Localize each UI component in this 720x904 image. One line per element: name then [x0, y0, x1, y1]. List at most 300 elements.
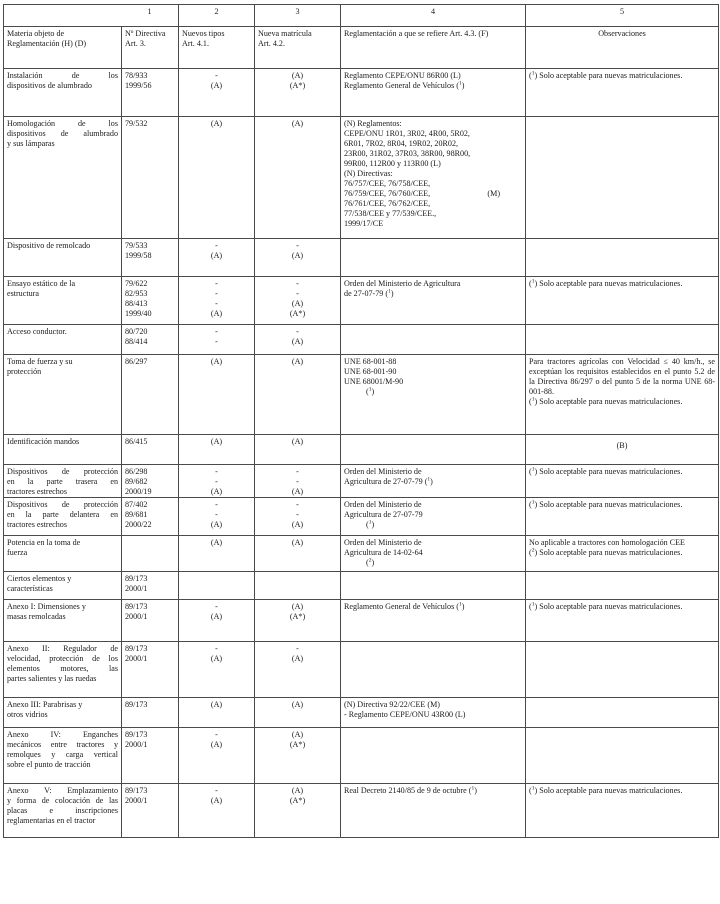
- footnote-ref: ($^1$): [454, 80, 465, 90]
- cell-line: 79/622: [125, 279, 148, 288]
- new-types-cell: [179, 498, 255, 536]
- cell-line: Anexo III: Parabrisas y: [7, 700, 83, 709]
- cell-line: 2000/1: [125, 654, 148, 663]
- cell-line: tractores estrechos: [7, 487, 67, 496]
- cell-line: 76/761/CEE, 76/762/CEE,: [344, 199, 431, 208]
- new-registration-cell: [255, 784, 341, 838]
- table-row: [4, 435, 719, 465]
- new-types-cell: [179, 325, 255, 355]
- regulation-line: [344, 179, 522, 189]
- footnote-number: 1: [368, 519, 372, 526]
- observations-cell: [526, 435, 719, 465]
- cell-line: 1999/17/CE: [344, 219, 384, 228]
- cell-line: -: [296, 241, 299, 250]
- cell-line: 89/173: [125, 700, 148, 709]
- observation-body: (B): [616, 441, 628, 450]
- observation-text: [529, 538, 715, 548]
- cell-line: (A): [291, 299, 304, 308]
- cell-line: (A): [210, 487, 223, 496]
- directive-cell: [122, 69, 179, 117]
- cell-line: (A): [291, 71, 304, 80]
- observation-body: Solo aceptable para nuevas matriculaciones.: [539, 548, 683, 557]
- cell-line: (A): [291, 730, 304, 739]
- cell-line: 1999/58: [125, 251, 152, 260]
- cell-line: Orden del Ministerio de: [344, 538, 422, 547]
- header-new-registration: Nueva matrícula Art. 4.2.: [255, 27, 341, 69]
- cell-line: -: [215, 644, 218, 653]
- observations-cell: [526, 784, 719, 838]
- cell-line: dispositivos de alumbrado: [7, 129, 118, 138]
- cell-line: -: [296, 510, 299, 519]
- cell-line: (A): [210, 740, 223, 749]
- cell-line: reglamentarias en el tractor: [7, 816, 96, 825]
- table-row: [4, 728, 719, 784]
- table-row: [4, 325, 719, 355]
- footnote-ref: ($^2$): [529, 547, 540, 557]
- footnote-ref: ($^1$): [466, 785, 477, 795]
- cell-line: 2000/1: [125, 796, 148, 805]
- cell-line: Anexo IV: Enganches: [7, 730, 118, 739]
- regulation-line: [344, 119, 522, 129]
- cell-line: 79/532: [125, 119, 148, 128]
- header-label-row: [4, 27, 719, 69]
- subject-cell: [4, 325, 122, 355]
- cell-line: (A*): [289, 612, 306, 621]
- new-types-cell: [179, 536, 255, 572]
- new-registration-cell: [255, 117, 341, 239]
- cell-line: 88/414: [125, 337, 148, 346]
- cell-line: (A): [210, 357, 223, 366]
- cell-line: 89/173: [125, 574, 148, 583]
- cell-line: 23R00, 31R02, 37R03, 38R00, 98R00,: [344, 149, 471, 158]
- cell-line: (N) Directivas:: [344, 169, 393, 178]
- footnote-ref: ($^1$): [529, 466, 540, 476]
- subject-cell: [4, 784, 122, 838]
- cell-line: 89/173: [125, 786, 148, 795]
- cell-line: 1999/56: [125, 81, 152, 90]
- footnote-ref: ($^1$): [529, 278, 540, 288]
- cell-line: 78/933: [125, 71, 148, 80]
- cell-line: (A): [291, 119, 304, 128]
- table-row: [4, 536, 719, 572]
- cell-line: 89/681: [125, 510, 148, 519]
- regulation-note: (M): [487, 189, 501, 198]
- cell-line: -: [296, 467, 299, 476]
- cell-line: Dispositivos de protección: [7, 467, 118, 476]
- col-number-3: 3: [255, 5, 341, 27]
- footnote-number: 1: [531, 396, 535, 403]
- cell-line: tractores estrechos: [7, 520, 67, 529]
- table-row: [4, 784, 719, 838]
- regulation-cell: [341, 69, 526, 117]
- directive-cell: [122, 784, 179, 838]
- regulation-line: [344, 710, 522, 720]
- cell-line: elementos motores, las: [7, 664, 118, 673]
- observations-cell: [526, 728, 719, 784]
- table-row: [4, 117, 719, 239]
- cell-line: Homologación de los: [7, 119, 118, 128]
- cell-line: 76/757/CEE, 76/758/CEE,: [344, 179, 431, 188]
- new-registration-cell: [255, 642, 341, 698]
- regulation-line: [344, 477, 522, 487]
- observations-cell: [526, 355, 719, 435]
- cell-line: 1999/40: [125, 309, 152, 318]
- header-subject: Materia objeto de Reglamentación (H) (D): [4, 27, 122, 69]
- subject-cell: [4, 728, 122, 784]
- subject-cell: [4, 536, 122, 572]
- observations-cell: [526, 325, 719, 355]
- directive-cell: [122, 536, 179, 572]
- observation-text: [529, 357, 715, 397]
- cell-line: -: [215, 467, 218, 476]
- cell-line: CEPE/ONU 1R01, 3R02, 4R00, 5R02,: [344, 129, 470, 138]
- observations-cell: [526, 600, 719, 642]
- cell-line: otros vidrios: [7, 710, 48, 719]
- cell-line: -: [215, 500, 218, 509]
- cell-line: 89/173: [125, 644, 148, 653]
- observations-cell: [526, 572, 719, 600]
- new-registration-cell: [255, 435, 341, 465]
- cell-line: Orden del Ministerio de Agricultura: [344, 279, 461, 288]
- footnote-ref: ($^1$): [529, 396, 540, 406]
- new-types-cell: [179, 435, 255, 465]
- cell-line: -: [296, 644, 299, 653]
- cell-line: Anexo I: Dimensiones y: [7, 602, 86, 611]
- new-types-cell: [179, 239, 255, 277]
- header-number-row: [4, 5, 719, 27]
- cell-line: (A): [291, 357, 304, 366]
- cell-line: (A): [291, 520, 304, 529]
- observation-text: [529, 548, 715, 558]
- observation-body: Solo aceptable para nuevas matriculaciones.: [539, 602, 683, 611]
- footnote-ref: ($^1$): [422, 476, 433, 486]
- cell-line: en la parte delantera en: [7, 510, 118, 519]
- subject-cell: [4, 642, 122, 698]
- observations-cell: [526, 117, 719, 239]
- cell-line: - Reglamento CEPE/ONU 43R00 (L): [344, 710, 466, 719]
- cell-line: (A): [210, 796, 223, 805]
- cell-line: -: [296, 500, 299, 509]
- cell-line: (A): [291, 487, 304, 496]
- regulation-cell: [341, 536, 526, 572]
- subject-cell: [4, 435, 122, 465]
- regulation-line: [344, 219, 522, 229]
- footnote-ref: ($^1$): [366, 386, 375, 396]
- observation-body: No aplicable a tractores con homologación CEE: [529, 538, 685, 547]
- directive-cell: [122, 498, 179, 536]
- cell-line: (A): [291, 437, 304, 446]
- observation-body: Solo aceptable para nuevas matriculaciones.: [539, 467, 683, 476]
- cell-line: Real Decreto 2140/85 de 9 de octubre: [344, 786, 467, 795]
- directive-cell: [122, 277, 179, 325]
- cell-line: -: [215, 327, 218, 336]
- regulation-line: [344, 602, 522, 612]
- new-registration-cell: [255, 69, 341, 117]
- cell-line: (A): [210, 119, 223, 128]
- cell-line: (A*): [289, 309, 306, 318]
- cell-line: (A): [210, 309, 223, 318]
- regulation-footnote-line: [344, 558, 522, 568]
- cell-line: -: [296, 279, 299, 288]
- header-observations: Observaciones: [526, 27, 719, 69]
- new-registration-cell: [255, 698, 341, 728]
- subject-cell: [4, 498, 122, 536]
- footnote-number: 1: [458, 601, 462, 608]
- footnote-ref: ($^1$): [383, 288, 394, 298]
- regulation-line: [344, 279, 522, 289]
- cell-line: (A): [291, 786, 304, 795]
- cell-line: 86/298: [125, 467, 148, 476]
- regulation-footnote-line: [344, 520, 522, 530]
- table-row: [4, 572, 719, 600]
- observations-cell: [526, 642, 719, 698]
- directive-cell: [122, 698, 179, 728]
- cell-line: (A): [210, 538, 223, 547]
- regulation-cell: [341, 277, 526, 325]
- col-number-4: 4: [341, 5, 526, 27]
- cell-line: (N) Reglamentos:: [344, 119, 402, 128]
- cell-line: (A): [210, 520, 223, 529]
- observation-body: Solo aceptable para nuevas matriculaciones.: [539, 71, 683, 80]
- directive-cell: [122, 117, 179, 239]
- regulation-cell: [341, 239, 526, 277]
- regulation-line: [344, 189, 522, 199]
- regulation-line: [344, 357, 522, 367]
- footnote-ref: ($^1$): [529, 601, 540, 611]
- cell-line: 86/415: [125, 437, 148, 446]
- observation-text: [529, 786, 715, 796]
- footnote-ref: ($^1$): [529, 785, 540, 795]
- observations-cell: [526, 239, 719, 277]
- regulation-line: [344, 500, 522, 510]
- cell-line: -: [215, 510, 218, 519]
- cell-line: (A): [210, 81, 223, 90]
- cell-line: Ensayo estático de la: [7, 279, 76, 288]
- cell-line: dispositivos de alumbrado: [7, 81, 92, 90]
- cell-line: -: [215, 337, 218, 346]
- cell-line: 88/413: [125, 299, 148, 308]
- subject-cell: [4, 69, 122, 117]
- new-registration-cell: [255, 325, 341, 355]
- cell-line: 6R01, 7R02, 8R04, 19R02, 20R02,: [344, 139, 459, 148]
- directive-cell: [122, 572, 179, 600]
- cell-line: Reglamento CEPE/ONU 86R00 (L): [344, 71, 461, 80]
- footnote-ref: ($^2$): [366, 557, 375, 567]
- regulation-cell: [341, 642, 526, 698]
- cell-line: 2000/22: [125, 520, 152, 529]
- observation-text: [529, 467, 715, 477]
- directive-cell: [122, 728, 179, 784]
- cell-line: 2000/1: [125, 612, 148, 621]
- cell-line: 77/538/CEE y 77/539/CEE.,: [344, 209, 437, 218]
- regulation-line: [344, 81, 522, 91]
- footnote-number: 1: [531, 70, 535, 77]
- footnote-number: 1: [427, 476, 431, 483]
- cell-line: 2000/19: [125, 487, 152, 496]
- cell-line: sobre el punto de tracción: [7, 760, 91, 769]
- cell-line: 89/173: [125, 602, 148, 611]
- observation-text: [529, 71, 715, 81]
- footnote-number: 1: [531, 466, 535, 473]
- regulation-line: [344, 700, 522, 710]
- table-row: [4, 600, 719, 642]
- cell-line: Dispositivos de protección: [7, 500, 118, 509]
- table-row: [4, 69, 719, 117]
- cell-line: remolques y carga vertical: [7, 750, 118, 759]
- cell-line: Orden del Ministerio de: [344, 500, 422, 509]
- new-types-cell: [179, 698, 255, 728]
- new-registration-cell: [255, 600, 341, 642]
- cell-line: -: [215, 602, 218, 611]
- cell-line: velocidad, protección de los: [7, 654, 118, 663]
- regulation-line: [344, 538, 522, 548]
- table-row: [4, 698, 719, 728]
- new-registration-cell: [255, 498, 341, 536]
- observation-text: [529, 602, 715, 612]
- new-registration-cell: [255, 465, 341, 498]
- regulation-line: [344, 209, 522, 219]
- regulation-cell: [341, 435, 526, 465]
- regulation-table: [3, 4, 719, 838]
- cell-line: y forma de colocación de las: [7, 796, 118, 805]
- table-row: [4, 239, 719, 277]
- subject-cell: [4, 355, 122, 435]
- header-new-types: Nuevos tipos Art. 4.1.: [179, 27, 255, 69]
- cell-line: placas e inscripciones: [7, 806, 118, 815]
- cell-line: Agricultura de 27-07-79: [344, 477, 423, 486]
- header-directive: Nº Directiva Art. 3.: [122, 27, 179, 69]
- cell-line: -: [215, 241, 218, 250]
- cell-line: -: [296, 289, 299, 298]
- new-types-cell: [179, 69, 255, 117]
- new-types-cell: [179, 728, 255, 784]
- observation-body: Solo aceptable para nuevas matriculaciones.: [539, 786, 683, 795]
- new-types-cell: [179, 642, 255, 698]
- cell-line: 86/297: [125, 357, 148, 366]
- cell-line: Identificación mandos: [7, 437, 80, 446]
- col-number-5: 5: [526, 5, 719, 27]
- new-types-cell: [179, 572, 255, 600]
- new-types-cell: [179, 277, 255, 325]
- cell-line: Orden del Ministerio de: [344, 467, 422, 476]
- regulation-line: [344, 367, 522, 377]
- cell-line: Agricultura de 14-02-64: [344, 548, 423, 557]
- subject-cell: [4, 277, 122, 325]
- regulation-line: [344, 129, 522, 139]
- directive-cell: [122, 642, 179, 698]
- cell-line: Reglamento General de Vehículos: [344, 602, 455, 611]
- table-row: [4, 465, 719, 498]
- directive-cell: [122, 600, 179, 642]
- cell-line: UNE 68-001-88: [344, 357, 397, 366]
- cell-line: 76/759/CEE, 76/760/CEE,: [344, 189, 431, 198]
- regulation-cell: [341, 498, 526, 536]
- subject-cell: [4, 117, 122, 239]
- cell-line: -: [215, 477, 218, 486]
- regulation-cell: [341, 698, 526, 728]
- cell-line: Instalación de los: [7, 71, 118, 80]
- cell-line: -: [215, 279, 218, 288]
- cell-line: 87/402: [125, 500, 148, 509]
- cell-line: Acceso conductor.: [7, 327, 67, 336]
- cell-line: Potencia en la toma de: [7, 538, 81, 547]
- subject-cell: [4, 239, 122, 277]
- cell-line: (A): [210, 612, 223, 621]
- cell-line: Reglamento General de Vehículos: [344, 81, 455, 90]
- regulation-line: [344, 139, 522, 149]
- new-types-cell: [179, 355, 255, 435]
- cell-line: estructura: [7, 289, 39, 298]
- cell-line: (A): [210, 654, 223, 663]
- observations-cell: [526, 498, 719, 536]
- observations-cell: [526, 465, 719, 498]
- regulation-line: [344, 289, 522, 299]
- cell-line: (A*): [289, 740, 306, 749]
- table-body: [4, 5, 719, 838]
- cell-line: UNE 68-001-90: [344, 367, 397, 376]
- cell-line: (A): [291, 654, 304, 663]
- footnote-ref: ($^1$): [366, 519, 375, 529]
- regulation-cell: [341, 572, 526, 600]
- observation-body: Para tractores agrícolas con Velocidad ≤ 40 km/h., se exceptúan los requisitos establecidos en el punto 5.2 de la Directiva 86/297 o del punto 5 de la norma UNE 68-001-88.: [529, 357, 716, 396]
- footnote-number: 1: [531, 785, 535, 792]
- col-number-1: 1: [4, 5, 179, 27]
- cell-line: (A): [210, 437, 223, 446]
- directive-cell: [122, 239, 179, 277]
- regulation-cell: [341, 784, 526, 838]
- cell-line: (A): [210, 700, 223, 709]
- subject-cell: [4, 698, 122, 728]
- cell-line: -: [215, 786, 218, 795]
- table-row: [4, 277, 719, 325]
- new-types-cell: [179, 465, 255, 498]
- footnote-number: 1: [531, 499, 535, 506]
- cell-line: Anexo II: Regulador de: [7, 644, 118, 653]
- subject-cell: [4, 465, 122, 498]
- footnote-number: 2: [531, 547, 535, 554]
- cell-line: (A): [210, 251, 223, 260]
- cell-line: Ciertos elementos y: [7, 574, 72, 583]
- cell-line: masas remolcadas: [7, 612, 66, 621]
- regulation-footnote-line: [344, 387, 522, 397]
- cell-line: -: [215, 71, 218, 80]
- cell-line: (A): [291, 700, 304, 709]
- regulation-cell: [341, 325, 526, 355]
- cell-line: mecánicos entre tractores y: [7, 740, 118, 749]
- new-types-cell: [179, 117, 255, 239]
- directive-cell: [122, 465, 179, 498]
- regulation-line: [344, 467, 522, 477]
- footnote-ref: ($^1$): [529, 499, 540, 509]
- cell-line: partes salientes y las ruedas: [7, 674, 97, 683]
- new-registration-cell: [255, 239, 341, 277]
- cell-line: (A*): [289, 796, 306, 805]
- regulation-line: [344, 149, 522, 159]
- cell-line: 89/682: [125, 477, 148, 486]
- observations-cell: [526, 277, 719, 325]
- cell-line: Dispositivo de remolcado: [7, 241, 91, 250]
- new-registration-cell: [255, 572, 341, 600]
- footnote-number: 1: [368, 386, 372, 393]
- table-row: [4, 355, 719, 435]
- observations-cell: [526, 698, 719, 728]
- cell-line: y sus lámparas: [7, 139, 55, 148]
- cell-line: protección: [7, 367, 42, 376]
- regulation-line: [344, 786, 522, 796]
- cell-line: 79/533: [125, 241, 148, 250]
- cell-line: fuerza: [7, 548, 28, 557]
- cell-line: 2000/1: [125, 740, 148, 749]
